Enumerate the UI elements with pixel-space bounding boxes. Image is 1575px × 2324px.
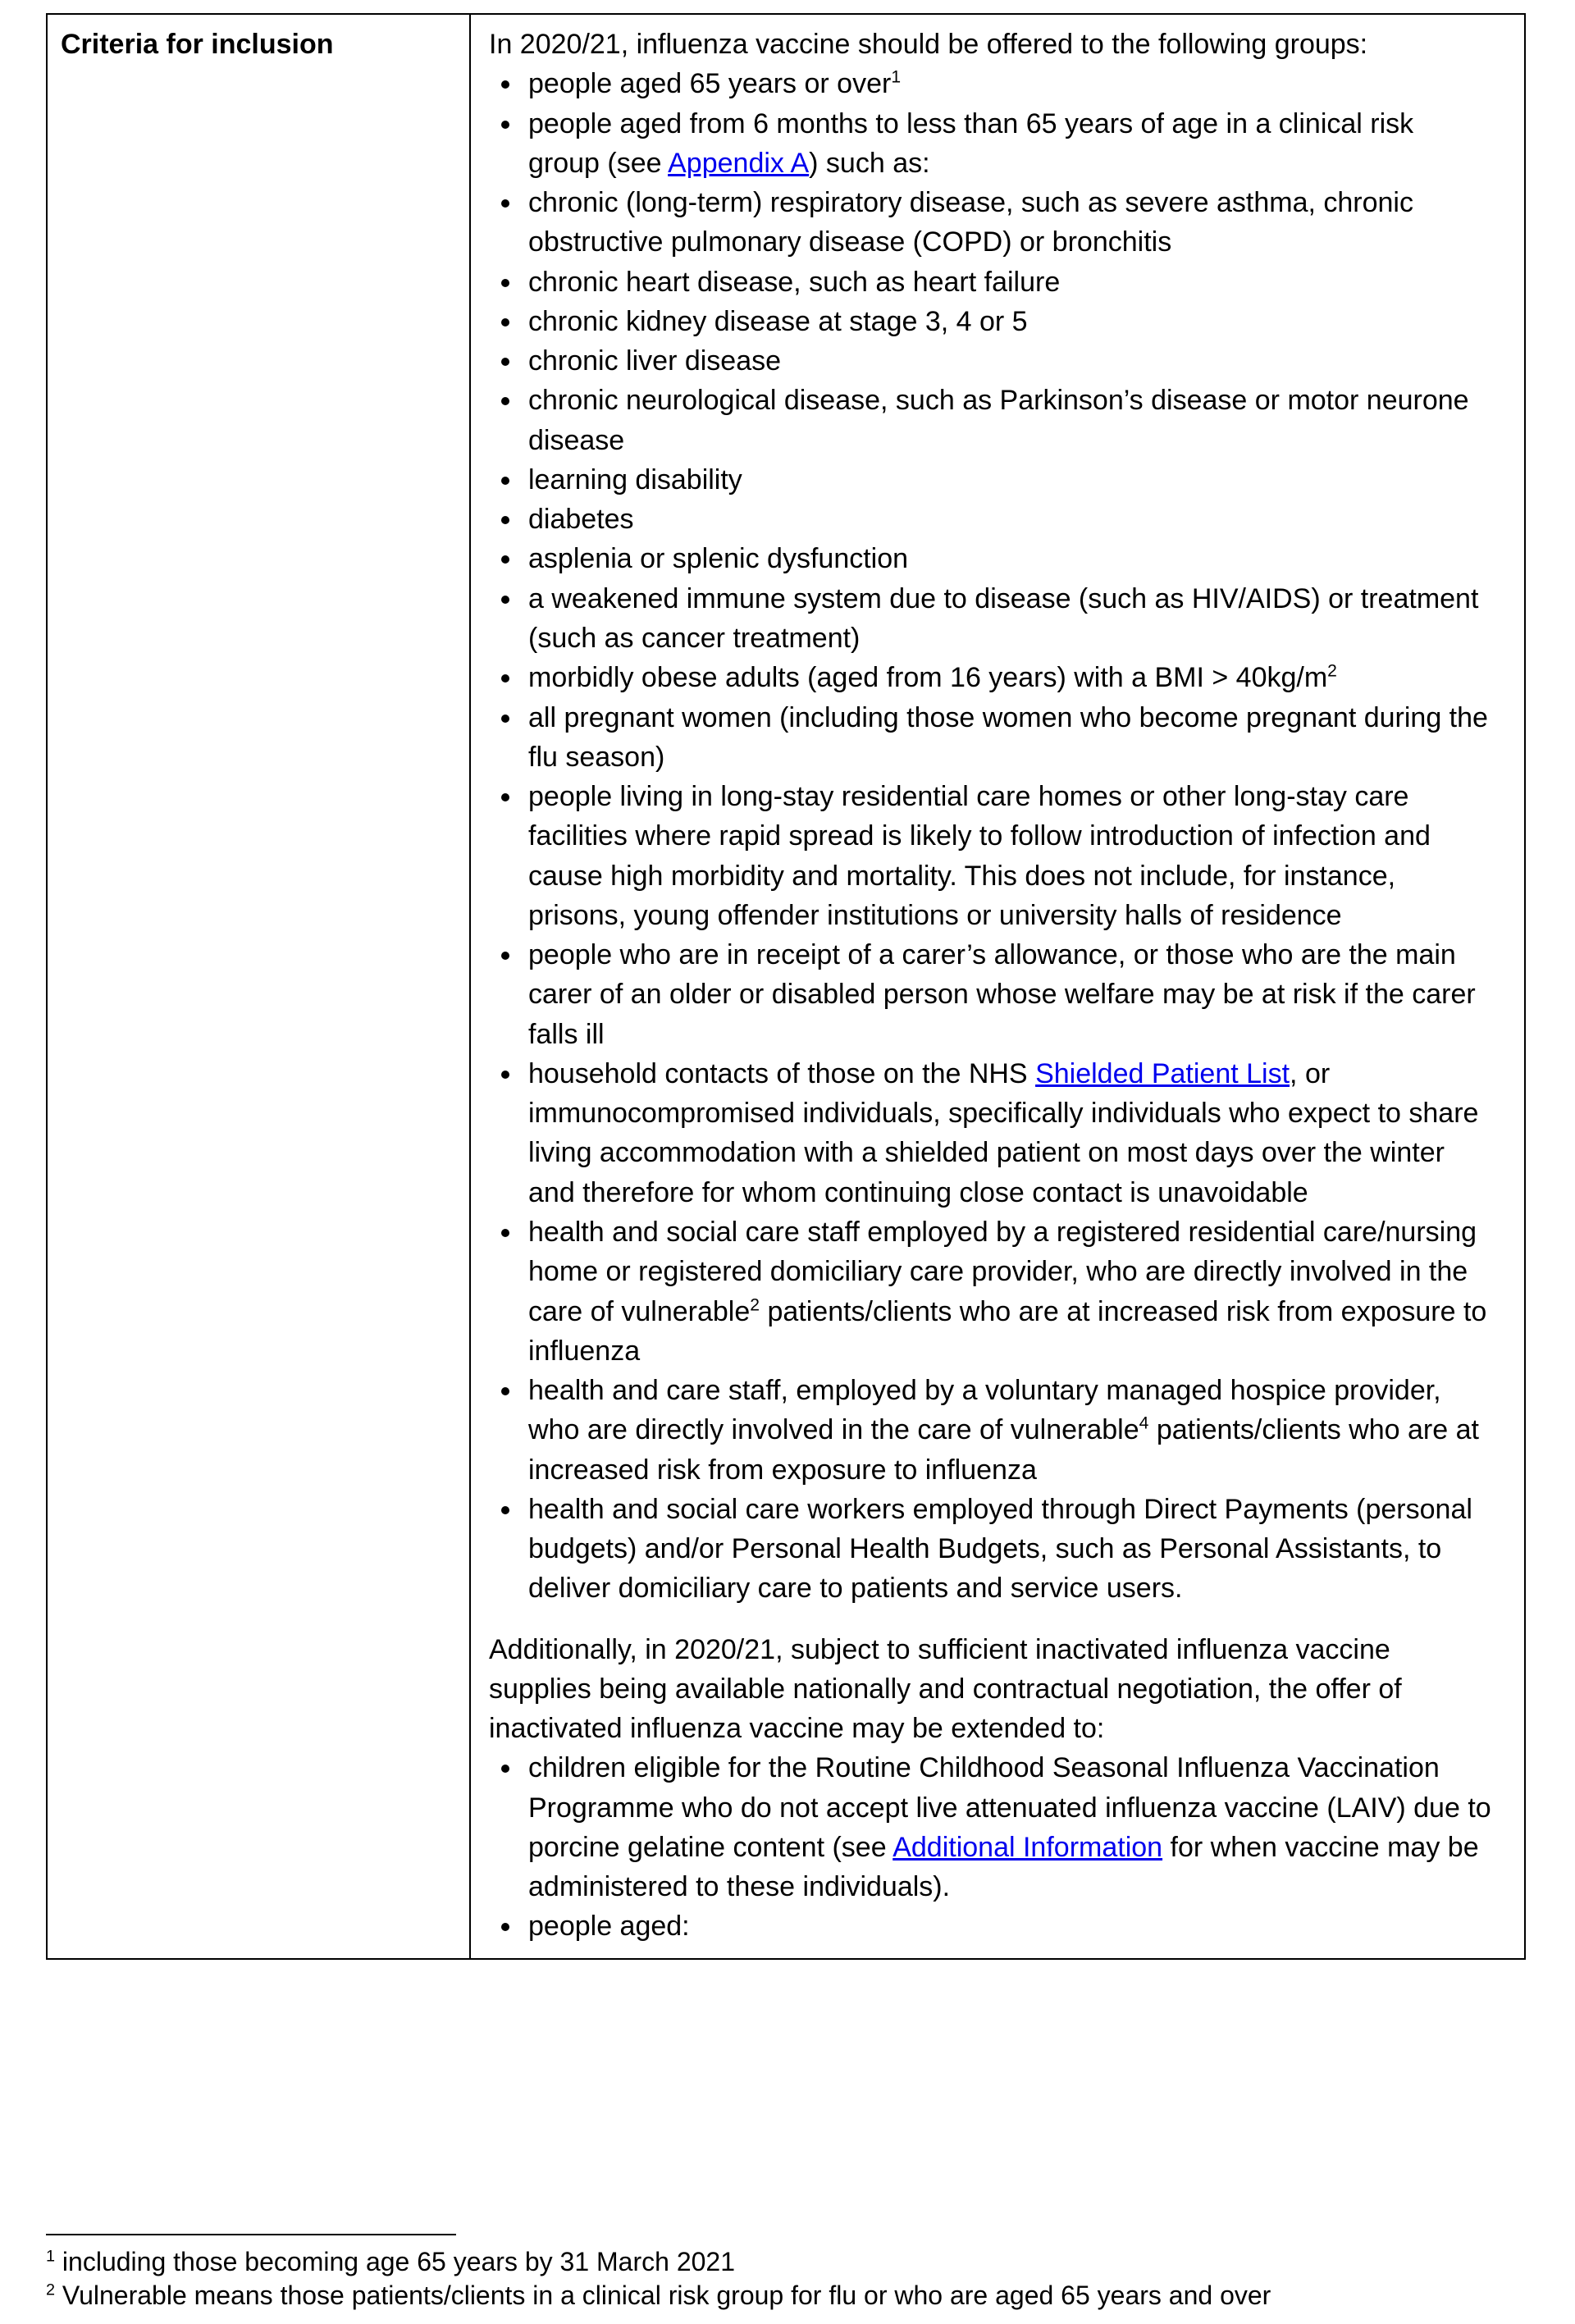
inclusion-item: • a weakened immune system due to disease (such as HIV/AIDS) or treatment (such as cancer treatment)	[523, 579, 1491, 659]
inclusion-item: • chronic heart disease, such as heart failure	[523, 263, 1491, 302]
criteria-table	[46, 13, 1526, 1960]
inclusion-item: • diabetes	[523, 500, 1491, 539]
additional-information-link[interactable]: Additional Information	[892, 1831, 1163, 1863]
footnotes-section	[46, 2226, 1526, 2317]
shielded-patient-list-link[interactable]: Shielded Patient List	[1035, 1057, 1290, 1089]
inclusion-list	[489, 64, 1491, 1608]
additional-item: • children eligible for the Routine Childhood Seasonal Influenza Vaccination Programme who do not accept live attenuated influenza vaccine (LAIV) due to porcine gelatine content (see Additional Information for when vaccine may be administered to these individuals).	[523, 1748, 1491, 1906]
inclusion-item: • health and care staff, employed by a voluntary managed hospice provider, who are directly involved in the care of vulnerable$^4$ patients/clients who are at increased risk from exposure to influenza	[523, 1371, 1491, 1490]
row-body-cell	[470, 14, 1525, 1959]
inclusion-item: • chronic liver disease	[523, 341, 1491, 381]
footnote-ref: 2	[1327, 661, 1337, 681]
additional-item: • people aged:	[523, 1906, 1491, 1946]
footnote-ref: 1	[891, 67, 902, 87]
footnote-1: $^1$ including those becoming age 65 years by 31 March 2021	[46, 2247, 735, 2277]
inclusion-item: • chronic neurological disease, such as Parkinson’s disease or motor neurone disease	[523, 381, 1491, 460]
row-header-cell	[47, 14, 470, 1959]
inclusion-item: • people aged 65 years or over$^1$	[523, 64, 1491, 103]
intro-paragraph: In 2020/21, influenza vaccine should be offered to the following groups:	[489, 29, 1368, 60]
footnote-2: $^2$ Vulnerable means those patients/clients in a clinical risk group for flu or who are aged 65 years and over	[46, 2281, 1271, 2311]
inclusion-item: • health and social care workers employed through Direct Payments (personal budgets) and/or Personal Health Budgets, such as Personal Assistants, to deliver domiciliary care to patients and service users.	[523, 1490, 1491, 1609]
inclusion-item: • asplenia or splenic dysfunction	[523, 539, 1491, 578]
inclusion-item: • people living in long-stay residential care homes or other long-stay care facilities where rapid spread is likely to follow introduction of infection and cause high morbidity and mortality. This does not include, for instance, prisons, young offender institutions or university halls of residence	[523, 777, 1491, 935]
additional-paragraph: Additionally, in 2020/21, subject to sufficient inactivated influenza vaccine supplies being available nationally and contractual negotiation, the offer of inactivated influenza vaccine may be extended to:	[489, 1633, 1402, 1745]
additional-list	[489, 1748, 1491, 1946]
inclusion-item: • learning disability	[523, 460, 1491, 500]
appendix-a-link[interactable]: Appendix A	[668, 147, 810, 179]
footnote-ref: 2	[46, 2281, 56, 2299]
inclusion-item: • chronic (long-term) respiratory disease, such as severe asthma, chronic obstructive pulmonary disease (COPD) or bronchitis	[523, 183, 1491, 263]
footnote-ref: 1	[46, 2247, 56, 2266]
footnote-separator	[46, 2234, 456, 2235]
inclusion-item: • morbidly obese adults (aged from 16 years) with a BMI > $40kg/m^2$	[523, 658, 1491, 697]
footnote-ref: 2	[750, 1295, 760, 1315]
row-header-label: Criteria for inclusion	[61, 29, 334, 60]
inclusion-item: • people aged from 6 months to less than 65 years of age in a clinical risk group (see Appendix A) such as:	[523, 104, 1491, 184]
table-row	[47, 14, 1525, 1959]
inclusion-item: • household contacts of those on the NHS Shielded Patient List, or immunocompromised individuals, specifically individuals who expect to share living accommodation with a shielded patient on most days over the winter and therefore for whom continuing close contact is unavoidable	[523, 1054, 1491, 1212]
inclusion-item: • chronic kidney disease at stage 3, 4 or 5	[523, 302, 1491, 341]
footnote-ref: 4	[1139, 1413, 1149, 1433]
inclusion-item: • people who are in receipt of a carer’s allowance, or those who are the main carer of an older or disabled person whose welfare may be at risk if the carer falls ill	[523, 935, 1491, 1054]
inclusion-item: • all pregnant women (including those women who become pregnant during the flu season)	[523, 698, 1491, 778]
inclusion-item: • health and social care staff employed by a registered residential care/nursing home or registered domiciliary care provider, who are directly involved in the care of vulnerable$^2$ patients/clients who are at increased risk from exposure to influenza	[523, 1212, 1491, 1371]
